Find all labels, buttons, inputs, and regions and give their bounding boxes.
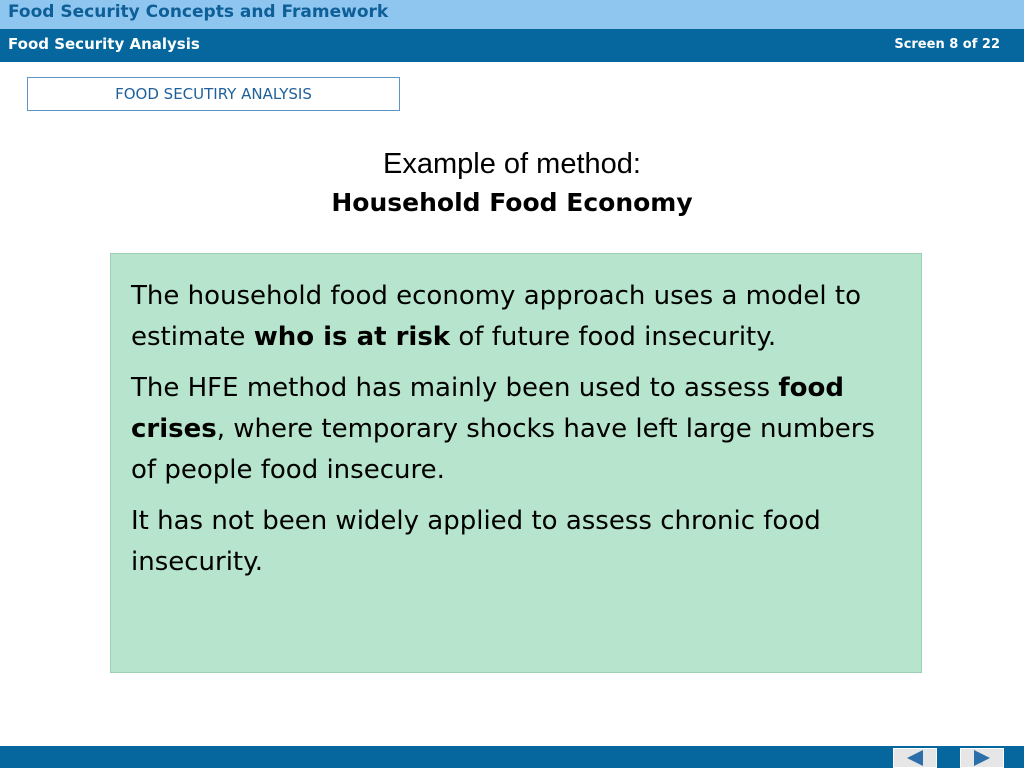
content-paragraph-2: [131, 368, 881, 491]
paragraph-text: The HFE method has mainly been used to assess: [131, 373, 779, 403]
back-button[interactable]: [893, 748, 937, 768]
content-box: [110, 253, 922, 673]
module-header-bar: [0, 29, 1024, 62]
screen-counter: Screen 8 of 22: [894, 37, 1000, 52]
paragraph-text: The household food economy approach uses a model to estimate: [131, 281, 861, 352]
page-title-line2: Household Food Economy: [331, 188, 693, 217]
triangle-right-icon: [974, 750, 990, 766]
page-title: [0, 146, 1024, 224]
course-title: Food Security Concepts and Framework: [8, 2, 389, 22]
paragraph-emphasis: food crises: [131, 373, 844, 444]
content-paragraph-1: [131, 276, 881, 358]
footer-bar: [0, 746, 1024, 768]
section-label: FOOD SECUTIRY ANALYSIS: [27, 77, 400, 111]
page-title-line1: Example of method:: [383, 148, 641, 180]
paragraph-text: , where temporary shocks have left large numbers of people food insecure.: [131, 414, 875, 485]
triangle-left-icon: [907, 750, 923, 766]
paragraph-emphasis: who is at risk: [253, 322, 451, 352]
content-paragraph-3: [131, 501, 881, 583]
course-header-bar: [0, 0, 1024, 29]
paragraph-text: of future food insecurity.: [450, 322, 777, 352]
paragraph-text: It has not been widely applied to assess chronic food insecurity.: [131, 506, 821, 577]
next-button[interactable]: [960, 748, 1004, 768]
module-title: Food Security Analysis: [8, 35, 200, 53]
